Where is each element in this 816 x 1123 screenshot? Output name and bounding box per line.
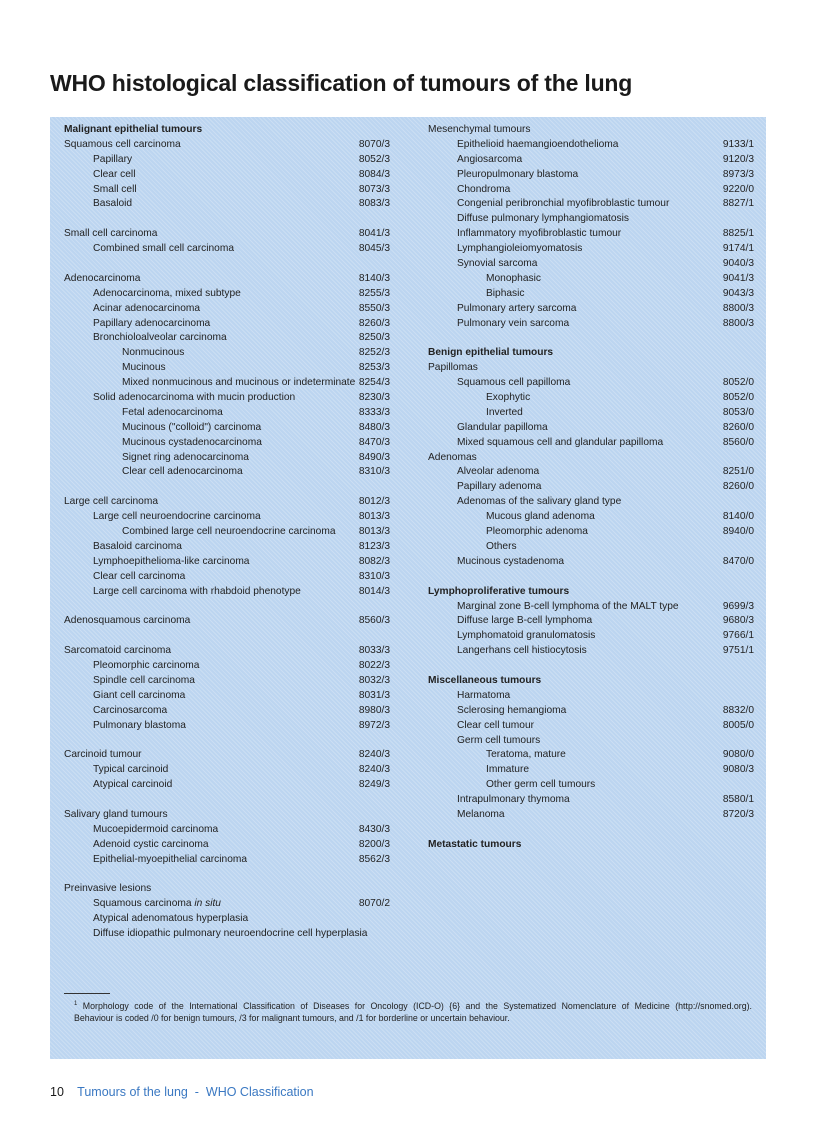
entry-label: Congenial peribronchial myofibroblastic tumour bbox=[457, 198, 670, 210]
entry-label: Nonmucinous bbox=[122, 347, 185, 359]
entry-label: Mixed nonmucinous and mucinous or indeterminate bbox=[122, 377, 356, 389]
icd-o-code: 8070/2 bbox=[358, 898, 390, 910]
tumour-entry-squamous-cell-carcinoma bbox=[64, 138, 390, 153]
icd-o-code: 8230/3 bbox=[358, 392, 390, 404]
tumour-entry-small-cell bbox=[64, 183, 390, 198]
entry-label: Papillary adenoma bbox=[457, 481, 542, 493]
icd-o-code: 8550/3 bbox=[358, 302, 390, 314]
entry-label: Fetal adenocarcinoma bbox=[122, 406, 223, 418]
tumour-entry-signet-ring-adenocarcinoma bbox=[64, 451, 390, 466]
tumour-entry-pleomorphic-adenoma bbox=[428, 525, 754, 540]
tumour-entry-papillomas bbox=[428, 361, 754, 376]
icd-o-code: 8140/3 bbox=[358, 272, 390, 284]
entry-label: Angiosarcoma bbox=[457, 153, 523, 165]
icd-o-code: 8012/3 bbox=[358, 496, 390, 508]
entry-label: Papillary adenocarcinoma bbox=[93, 317, 211, 329]
icd-o-code: 8560/0 bbox=[722, 436, 754, 448]
tumour-entry-papillary bbox=[64, 153, 390, 168]
tumour-entry-synovial-sarcoma bbox=[428, 257, 754, 272]
tumour-entry-lymphoepithelioma-like-carcinoma bbox=[64, 555, 390, 570]
entry-label: Chondroma bbox=[457, 183, 511, 195]
icd-o-code: 8240/3 bbox=[358, 764, 390, 776]
entry-label: Alveolar adenoma bbox=[457, 466, 540, 478]
tumour-entry-combined-small-cell-carcinoma bbox=[64, 242, 390, 257]
entry-label: Carcinoid tumour bbox=[64, 749, 142, 761]
entry-label: Signet ring adenocarcinoma bbox=[122, 451, 249, 463]
entry-label: Malignant epithelial tumours bbox=[64, 124, 203, 135]
entry-label: Combined small cell carcinoma bbox=[93, 243, 234, 255]
right-column bbox=[428, 123, 754, 853]
entry-label: Lymphomatoid granulomatosis bbox=[457, 630, 596, 642]
tumour-entry-combined-large-cell-neuroendocrine-carcinoma bbox=[64, 525, 390, 540]
icd-o-code: 9120/3 bbox=[722, 153, 754, 165]
icd-o-code: 8562/3 bbox=[358, 853, 390, 865]
icd-o-code: 8430/3 bbox=[358, 823, 390, 835]
icd-o-code: 9174/1 bbox=[722, 243, 754, 255]
tumour-entry-clear-cell-carcinoma bbox=[64, 570, 390, 585]
entry-label: Mucinous cystadenoma bbox=[457, 555, 565, 567]
entry-label: Papillary bbox=[93, 153, 133, 165]
tumour-entry-others bbox=[428, 540, 754, 555]
entry-label: Diffuse idiopathic pulmonary neuroendocrine cell hyperplasia bbox=[93, 928, 368, 940]
entry-label: Synovial sarcoma bbox=[457, 258, 538, 270]
classification-table bbox=[50, 117, 766, 1059]
tumour-entry-angiosarcoma bbox=[428, 153, 754, 168]
tumour-entry-inflammatory-myofibroblastic-tumour bbox=[428, 227, 754, 242]
entry-label: Miscellaneous tumours bbox=[428, 674, 542, 686]
entry-label: Basaloid carcinoma bbox=[93, 540, 182, 552]
entry-label: Others bbox=[486, 540, 517, 552]
entry-label: Exophytic bbox=[486, 392, 531, 404]
entry-label: Spindle cell carcinoma bbox=[93, 674, 195, 686]
tumour-entry-mucinous-cystadenoma bbox=[428, 555, 754, 570]
entry-label: Sarcomatoid carcinoma bbox=[64, 645, 172, 657]
entry-label: Marginal zone B-cell lymphoma of the MALT type bbox=[457, 600, 679, 612]
entry-label: Small cell carcinoma bbox=[64, 228, 158, 240]
entry-label: Glandular papilloma bbox=[457, 421, 548, 433]
icd-o-code: 8022/3 bbox=[358, 660, 390, 672]
entry-label: Mixed squamous cell and glandular papilloma bbox=[457, 436, 664, 448]
icd-o-code: 8827/1 bbox=[722, 198, 754, 210]
entry-label: Mucous gland adenoma bbox=[486, 511, 595, 523]
entry-label: Atypical adenomatous hyperplasia bbox=[93, 913, 249, 925]
icd-o-code: 8140/0 bbox=[722, 511, 754, 523]
entry-label: Salivary gland tumours bbox=[64, 808, 168, 820]
tumour-entry-adenomas-of-the-salivary-gland-type bbox=[428, 495, 754, 510]
tumour-entry-alveolar-adenoma bbox=[428, 465, 754, 480]
icd-o-code: 8310/3 bbox=[358, 570, 390, 582]
entry-label: Acinar adenocarcinoma bbox=[93, 302, 201, 314]
entry-label: Squamous carcinoma in situ bbox=[93, 898, 221, 910]
tumour-entry-squamous-carcinoma-in-situ bbox=[64, 897, 390, 912]
entry-label: Other germ cell tumours bbox=[486, 779, 596, 791]
icd-o-code: 8014/3 bbox=[358, 585, 390, 597]
entry-label: Monophasic bbox=[486, 272, 541, 284]
icd-o-code: 9751/1 bbox=[722, 645, 754, 657]
entry-label: Inflammatory myofibroblastic tumour bbox=[457, 228, 622, 240]
icd-o-code: 9766/1 bbox=[722, 630, 754, 642]
tumour-entry-epithelioid-haemangioendothelioma bbox=[428, 138, 754, 153]
tumour-entry-monophasic bbox=[428, 272, 754, 287]
tumour-entry-teratoma-mature bbox=[428, 748, 754, 763]
entry-label: Adenomas of the salivary gland type bbox=[457, 496, 622, 508]
icd-o-code: 8082/3 bbox=[358, 555, 390, 567]
tumour-entry-pulmonary-vein-sarcoma bbox=[428, 317, 754, 332]
icd-o-code: 9133/1 bbox=[722, 138, 754, 150]
entry-label: Bronchioloalveolar carcinoma bbox=[93, 332, 227, 344]
left-column bbox=[64, 123, 390, 942]
tumour-entry-fetal-adenocarcinoma bbox=[64, 406, 390, 421]
entry-label: Diffuse pulmonary lymphangiomatosis bbox=[457, 213, 629, 225]
tumour-entry-diffuse-pulmonary-lymphangiomatosis bbox=[428, 212, 754, 227]
entry-label: Giant cell carcinoma bbox=[93, 689, 186, 701]
tumour-entry-preinvasive-lesions bbox=[64, 882, 390, 897]
tumour-entry-basaloid bbox=[64, 197, 390, 212]
entry-label: Solid adenocarcinoma with mucin production bbox=[93, 392, 296, 404]
tumour-entry-large-cell-carcinoma-with-rhabdoid-phenotype bbox=[64, 585, 390, 600]
page-number: 10 bbox=[50, 1085, 64, 1099]
entry-label: Intrapulmonary thymoma bbox=[457, 794, 570, 806]
entry-label: Pleomorphic adenoma bbox=[486, 526, 588, 538]
tumour-entry-pleuropulmonary-blastoma bbox=[428, 168, 754, 183]
icd-o-code: 8333/3 bbox=[358, 406, 390, 418]
icd-o-code: 9041/3 bbox=[722, 272, 754, 284]
icd-o-code: 8013/3 bbox=[358, 511, 390, 523]
tumour-entry-atypical-adenomatous-hyperplasia bbox=[64, 912, 390, 927]
entry-label: Lymphoepithelioma-like carcinoma bbox=[93, 555, 250, 567]
entry-label: Diffuse large B-cell lymphoma bbox=[457, 615, 593, 627]
icd-o-code: 8084/3 bbox=[358, 168, 390, 180]
tumour-entry-solid-adenocarcinoma-with-mucin-production bbox=[64, 391, 390, 406]
icd-o-code: 8260/0 bbox=[722, 421, 754, 433]
icd-o-code: 8470/0 bbox=[722, 555, 754, 567]
tumour-entry-pulmonary-blastoma bbox=[64, 719, 390, 734]
icd-o-code: 8052/0 bbox=[722, 377, 754, 389]
entry-label: Epithelial-myoepithelial carcinoma bbox=[93, 853, 248, 865]
tumour-entry-intrapulmonary-thymoma bbox=[428, 793, 754, 808]
entry-label: Clear cell adenocarcinoma bbox=[122, 466, 243, 478]
icd-o-code: 8490/3 bbox=[358, 451, 390, 463]
entry-label: Combined large cell neuroendocrine carcinoma bbox=[122, 526, 336, 538]
icd-o-code: 8033/3 bbox=[358, 645, 390, 657]
tumour-entry-mucinous-cystadenocarcinoma bbox=[64, 436, 390, 451]
tumour-entry-atypical-carcinoid bbox=[64, 778, 390, 793]
entry-label: Langerhans cell histiocytosis bbox=[457, 645, 587, 657]
icd-o-code: 8053/0 bbox=[722, 406, 754, 418]
icd-o-code: 8832/0 bbox=[722, 704, 754, 716]
icd-o-code: 8083/3 bbox=[358, 198, 390, 210]
tumour-entry-immature bbox=[428, 763, 754, 778]
icd-o-code: 9680/3 bbox=[722, 615, 754, 627]
footnote bbox=[64, 998, 752, 1024]
entry-label: Benign epithelial tumours bbox=[428, 347, 554, 359]
entry-label: Preinvasive lesions bbox=[64, 883, 152, 895]
category-heading-miscellaneous-tumours bbox=[428, 674, 754, 689]
icd-o-code: 9080/3 bbox=[722, 764, 754, 776]
tumour-entry-carcinoid-tumour bbox=[64, 748, 390, 763]
icd-o-code: 8200/3 bbox=[358, 838, 390, 850]
tumour-entry-nonmucinous bbox=[64, 346, 390, 361]
icd-o-code: 8560/3 bbox=[358, 615, 390, 627]
entry-label: Inverted bbox=[486, 406, 523, 418]
entry-label: Adenomas bbox=[428, 451, 477, 463]
tumour-entry-diffuse-idiopathic-pulmonary-neuroendocrine-cell-hyperplasia bbox=[64, 927, 390, 942]
icd-o-code: 8073/3 bbox=[358, 183, 390, 195]
entry-label: Pulmonary artery sarcoma bbox=[457, 302, 577, 314]
footnote-divider bbox=[64, 993, 110, 994]
entry-label: Large cell carcinoma bbox=[64, 496, 158, 508]
tumour-entry-basaloid-carcinoma bbox=[64, 540, 390, 555]
icd-o-code: 8240/3 bbox=[358, 749, 390, 761]
entry-label: Pulmonary blastoma bbox=[93, 719, 186, 731]
entry-label: Clear cell tumour bbox=[457, 719, 534, 731]
entry-label: Papillomas bbox=[428, 362, 478, 374]
tumour-entry-papillary-adenoma bbox=[428, 480, 754, 495]
tumour-entry-adenosquamous-carcinoma bbox=[64, 614, 390, 629]
category-heading-malignant-epithelial-tumours bbox=[64, 123, 390, 138]
entry-label: Lymphoproliferative tumours bbox=[428, 585, 570, 597]
running-title: Tumours of the lung - WHO Classification bbox=[77, 1085, 314, 1099]
category-heading-benign-epithelial-tumours bbox=[428, 346, 754, 361]
entry-label: Adenosquamous carcinoma bbox=[64, 615, 191, 627]
icd-o-code: 8720/3 bbox=[722, 808, 754, 820]
page-footer bbox=[50, 1085, 314, 1099]
tumour-entry-langerhans-cell-histiocytosis bbox=[428, 644, 754, 659]
tumour-entry-papillary-adenocarcinoma bbox=[64, 317, 390, 332]
icd-o-code: 9043/3 bbox=[722, 287, 754, 299]
icd-o-code: 8250/3 bbox=[358, 332, 390, 344]
entry-label: Mucinous ("colloid") carcinoma bbox=[122, 421, 262, 433]
icd-o-code: 8800/3 bbox=[722, 302, 754, 314]
tumour-entry-mixed-squamous-cell-and-glandular-papilloma bbox=[428, 436, 754, 451]
icd-o-code: 8254/3 bbox=[358, 377, 390, 389]
tumour-entry-epithelial-myoepithelial-carcinoma bbox=[64, 853, 390, 868]
icd-o-code: 8070/3 bbox=[358, 138, 390, 150]
icd-o-code: 8123/3 bbox=[358, 540, 390, 552]
tumour-entry-adenocarcinoma bbox=[64, 272, 390, 287]
tumour-entry-chondroma bbox=[428, 183, 754, 198]
icd-o-code: 8013/3 bbox=[358, 526, 390, 538]
entry-label: Squamous cell papilloma bbox=[457, 377, 571, 389]
tumour-entry-lymphangioleiomyomatosis bbox=[428, 242, 754, 257]
entry-label: Mesenchymal tumours bbox=[428, 124, 531, 135]
tumour-entry-mixed-nonmucinous-and-mucinous-or-indeterminate bbox=[64, 376, 390, 391]
tumour-entry-clear-cell-tumour bbox=[428, 719, 754, 734]
icd-o-code: 8253/3 bbox=[358, 362, 390, 374]
tumour-entry-clear-cell-adenocarcinoma bbox=[64, 465, 390, 480]
icd-o-code: 8825/1 bbox=[722, 228, 754, 240]
entry-label: Basaloid bbox=[93, 198, 133, 210]
tumour-entry-sarcomatoid-carcinoma bbox=[64, 644, 390, 659]
page-title: WHO histological classification of tumours of the lung bbox=[50, 70, 633, 96]
entry-label: Atypical carcinoid bbox=[93, 779, 173, 791]
icd-o-code: 8255/3 bbox=[358, 287, 390, 299]
tumour-entry-salivary-gland-tumours bbox=[64, 808, 390, 823]
tumour-entry-pulmonary-artery-sarcoma bbox=[428, 302, 754, 317]
icd-o-code: 8045/3 bbox=[358, 243, 390, 255]
tumour-entry-diffuse-large-b-cell-lymphoma bbox=[428, 614, 754, 629]
entry-label: Teratoma, mature bbox=[486, 749, 566, 761]
tumour-entry-sclerosing-hemangioma bbox=[428, 704, 754, 719]
icd-o-code: 8260/3 bbox=[358, 317, 390, 329]
icd-o-code: 8973/3 bbox=[722, 168, 754, 180]
tumour-entry-clear-cell bbox=[64, 168, 390, 183]
tumour-entry-large-cell-neuroendocrine-carcinoma bbox=[64, 510, 390, 525]
entry-label: Large cell neuroendocrine carcinoma bbox=[93, 511, 261, 523]
entry-label: Squamous cell carcinoma bbox=[64, 138, 181, 150]
footnote-marker: 1 bbox=[74, 1001, 78, 1007]
tumour-entry-adenomas bbox=[428, 451, 754, 466]
entry-label: Pleomorphic carcinoma bbox=[93, 660, 200, 672]
tumour-entry-mucous-gland-adenoma bbox=[428, 510, 754, 525]
entry-label: Carcinosarcoma bbox=[93, 704, 168, 716]
tumour-entry-mucoepidermoid-carcinoma bbox=[64, 823, 390, 838]
entry-label: Mucinous cystadenocarcinoma bbox=[122, 436, 262, 448]
tumour-entry-inverted bbox=[428, 406, 754, 421]
icd-o-code: 8972/3 bbox=[358, 719, 390, 731]
tumour-entry-small-cell-carcinoma bbox=[64, 227, 390, 242]
tumour-entry-acinar-adenocarcinoma bbox=[64, 302, 390, 317]
icd-o-code: 8310/3 bbox=[358, 466, 390, 478]
entry-label: Melanoma bbox=[457, 808, 505, 820]
tumour-entry-squamous-cell-papilloma bbox=[428, 376, 754, 391]
icd-o-code: 9699/3 bbox=[722, 600, 754, 612]
tumour-entry-adenoid-cystic-carcinoma bbox=[64, 838, 390, 853]
tumour-entry-glandular-papilloma bbox=[428, 421, 754, 436]
icd-o-code: 8252/3 bbox=[358, 347, 390, 359]
tumour-entry-large-cell-carcinoma bbox=[64, 495, 390, 510]
icd-o-code: 9040/3 bbox=[722, 258, 754, 270]
footnote-line-2: Behaviour is coded /0 for benign tumours, /3 for malignant tumours, and /1 for borderline or uncertain behaviour. bbox=[74, 1013, 510, 1023]
icd-o-code: 9080/0 bbox=[722, 749, 754, 761]
entry-label: Metastatic tumours bbox=[428, 838, 522, 850]
entry-label: Mucinous bbox=[122, 362, 166, 374]
entry-label: Harmatoma bbox=[457, 689, 511, 701]
entry-label: Clear cell bbox=[93, 168, 136, 180]
entry-label: Typical carcinoid bbox=[93, 764, 169, 776]
tumour-entry-pleomorphic-carcinoma bbox=[64, 659, 390, 674]
entry-label: Lymphangioleiomyomatosis bbox=[457, 243, 583, 255]
icd-o-code: 9220/0 bbox=[722, 183, 754, 195]
tumour-entry-bronchioloalveolar-carcinoma bbox=[64, 331, 390, 346]
icd-o-code: 8052/0 bbox=[722, 392, 754, 404]
icd-o-code: 8800/3 bbox=[722, 317, 754, 329]
entry-label: Large cell carcinoma with rhabdoid phenotype bbox=[93, 585, 301, 597]
icd-o-code: 8052/3 bbox=[358, 153, 390, 165]
tumour-entry-spindle-cell-carcinoma bbox=[64, 674, 390, 689]
icd-o-code: 8031/3 bbox=[358, 689, 390, 701]
icd-o-code: 8470/3 bbox=[358, 436, 390, 448]
tumour-entry-melanoma bbox=[428, 808, 754, 823]
icd-o-code: 8032/3 bbox=[358, 674, 390, 686]
tumour-entry-other-germ-cell-tumours bbox=[428, 778, 754, 793]
entry-label: Small cell bbox=[93, 183, 137, 195]
tumour-entry-harmatoma bbox=[428, 689, 754, 704]
tumour-entry-carcinosarcoma bbox=[64, 704, 390, 719]
icd-o-code: 8940/0 bbox=[722, 526, 754, 538]
icd-o-code: 8580/1 bbox=[722, 794, 754, 806]
entry-label: Biphasic bbox=[486, 287, 525, 299]
tumour-entry-lymphomatoid-granulomatosis bbox=[428, 629, 754, 644]
tumour-entry-mucinous-colloid-carcinoma bbox=[64, 421, 390, 436]
tumour-entry-exophytic bbox=[428, 391, 754, 406]
tumour-entry-congenial-peribronchial-myofibroblastic-tumour bbox=[428, 197, 754, 212]
tumour-entry-mucinous bbox=[64, 361, 390, 376]
tumour-entry-germ-cell-tumours bbox=[428, 734, 754, 749]
icd-o-code: 8260/0 bbox=[722, 481, 754, 493]
tumour-entry-typical-carcinoid bbox=[64, 763, 390, 778]
category-heading-lymphoproliferative-tumours bbox=[428, 585, 754, 600]
entry-label: Adenocarcinoma bbox=[64, 272, 141, 284]
tumour-entry-adenocarcinoma-mixed-subtype bbox=[64, 287, 390, 302]
entry-label: Sclerosing hemangioma bbox=[457, 704, 567, 716]
entry-label: Adenocarcinoma, mixed subtype bbox=[93, 287, 241, 299]
icd-o-code: 8005/0 bbox=[722, 719, 754, 731]
tumour-entry-biphasic bbox=[428, 287, 754, 302]
entry-label: Pleuropulmonary blastoma bbox=[457, 168, 579, 180]
icd-o-code: 8251/0 bbox=[722, 466, 754, 478]
entry-label: Immature bbox=[486, 764, 530, 776]
tumour-entry-giant-cell-carcinoma bbox=[64, 689, 390, 704]
icd-o-code: 8041/3 bbox=[358, 228, 390, 240]
entry-label: Adenoid cystic carcinoma bbox=[93, 838, 209, 850]
icd-o-code: 8480/3 bbox=[358, 421, 390, 433]
category-heading-metastatic-tumours bbox=[428, 838, 754, 853]
footnote-line-1 bbox=[64, 998, 752, 1012]
entry-label: Pulmonary vein sarcoma bbox=[457, 317, 570, 329]
footnote-text-1: Morphology code of the International Classification of Diseases for Oncology (ICD-O) {6} and the Systematized Nomenclature of Medicine (http://snomed.org). bbox=[82, 1001, 752, 1011]
icd-o-code: 8980/3 bbox=[358, 704, 390, 716]
entry-label: Epithelioid haemangioendothelioma bbox=[457, 138, 619, 150]
entry-label: Germ cell tumours bbox=[457, 734, 541, 746]
entry-label: Mucoepidermoid carcinoma bbox=[93, 823, 219, 835]
tumour-entry-mesenchymal-tumours bbox=[428, 123, 754, 138]
entry-label: Clear cell carcinoma bbox=[93, 570, 186, 582]
tumour-entry-marginal-zone-b-cell-lymphoma-of-the-malt-type bbox=[428, 600, 754, 615]
icd-o-code: 8249/3 bbox=[358, 779, 390, 791]
